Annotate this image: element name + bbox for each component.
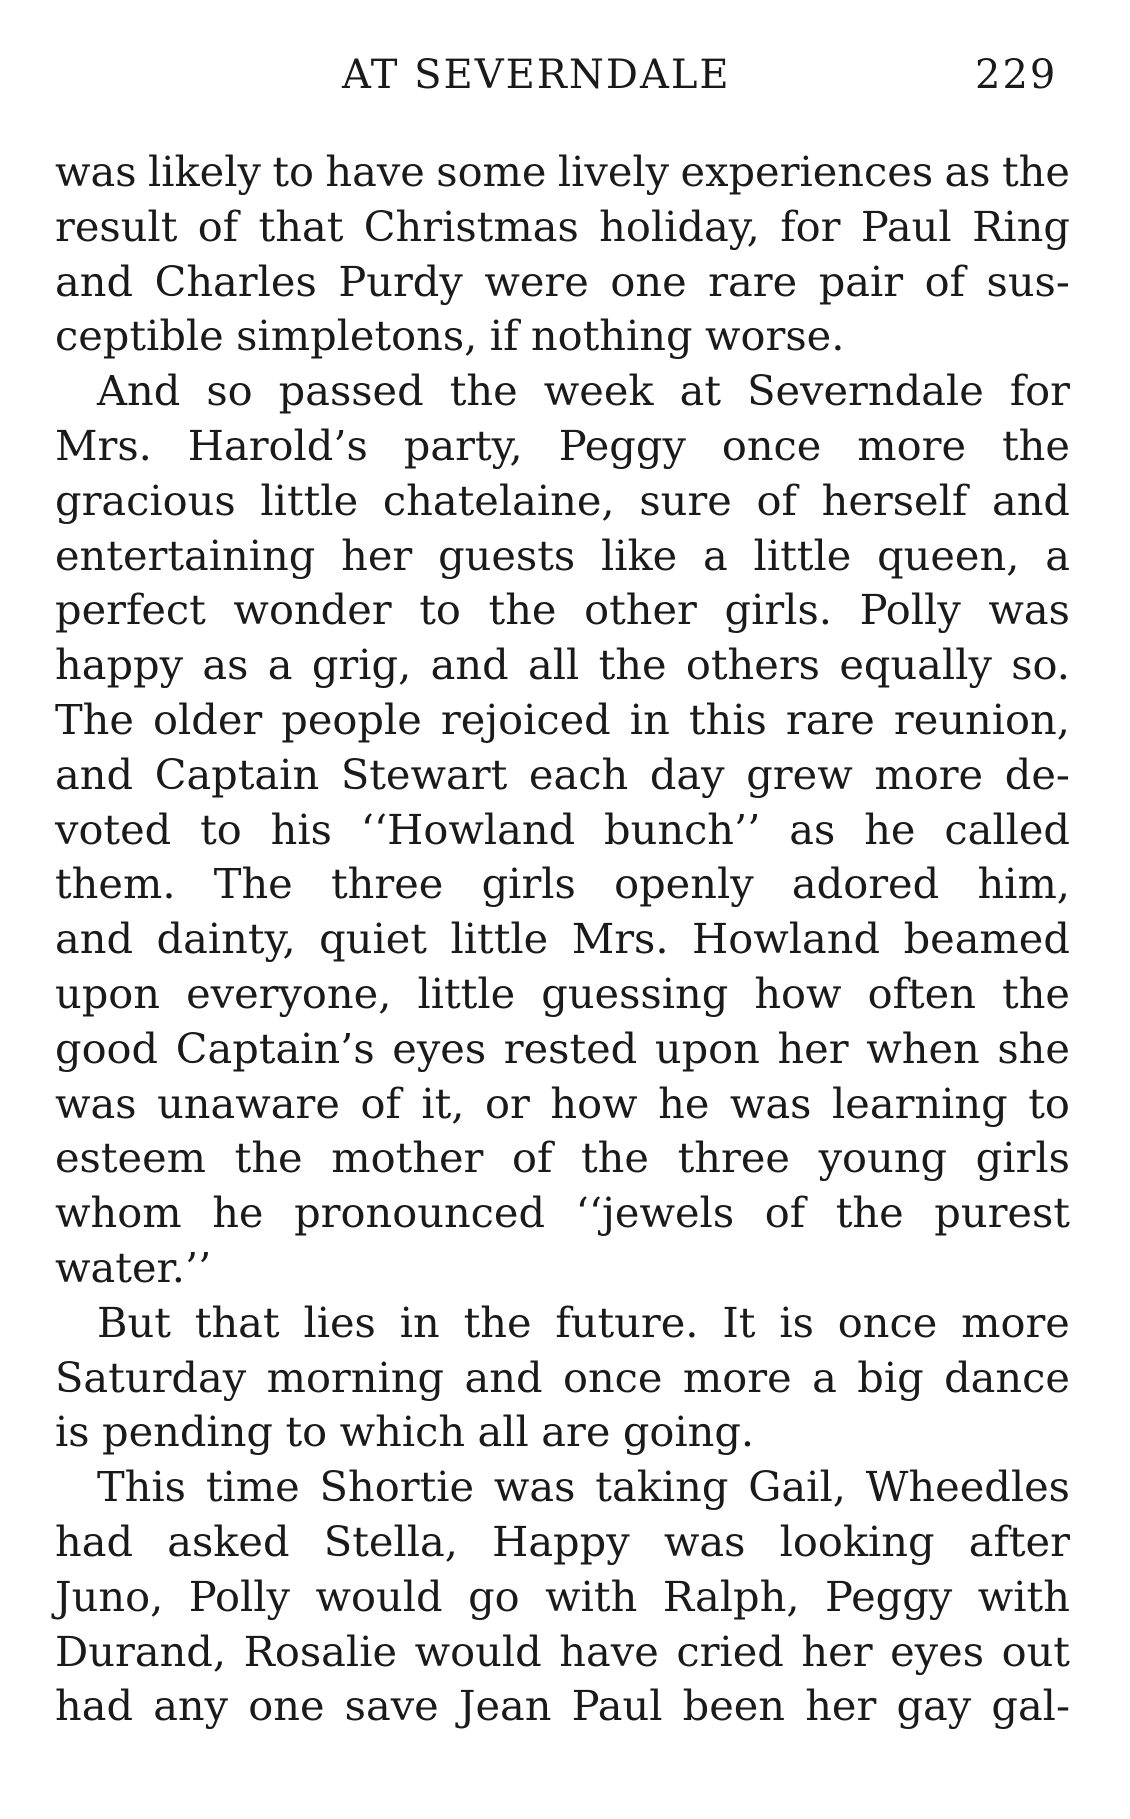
- text-line: esteem the mother of the three young girls: [55, 1133, 1070, 1183]
- running-title: AT SEVERNDALE: [342, 52, 731, 98]
- text-line: But that lies in the future. It is once more: [97, 1297, 1070, 1347]
- text-line: was likely to have some lively experiences as the: [55, 147, 1070, 196]
- text-line: is pending to which all are going.: [55, 1407, 755, 1457]
- text-line: and Captain Stewart each day grew more de-: [55, 749, 1070, 799]
- text-line: result of that Christmas holiday, for Paul Ring: [55, 201, 1070, 251]
- text-line: happy as a grig, and all the others equally so.: [55, 640, 1070, 690]
- text-line: ceptible simpletons, if nothing worse.: [55, 311, 845, 361]
- page-number: 229: [975, 52, 1058, 98]
- text-line: water.’’: [55, 1242, 212, 1292]
- text-line: had asked Stella, Happy was looking after: [55, 1516, 1070, 1566]
- text-line: entertaining her guests like a little queen, a: [55, 530, 1070, 580]
- text-line: perfect wonder to the other girls. Polly was: [55, 585, 1070, 635]
- text-line: The older people rejoiced in this rare reunion,: [55, 694, 1070, 744]
- text-line: gracious little chatelaine, sure of herself and: [55, 475, 1070, 525]
- text-line: them. The three girls openly adored him,: [55, 859, 1070, 909]
- text-line: And so passed the week at Severndale for: [97, 366, 1070, 416]
- text-line: This time Shortie was taking Gail, Wheedles: [97, 1462, 1070, 1512]
- text-line: was unaware of it, or how he was learning to: [55, 1078, 1070, 1128]
- text-line: Durand, Rosalie would have cried her eyes out: [55, 1626, 1070, 1676]
- running-head: [0, 52, 1130, 102]
- text-line: whom he pronounced ‘‘jewels of the purest: [55, 1188, 1070, 1238]
- text-line: had any one save Jean Paul been her gay gal-: [55, 1681, 1070, 1731]
- text-line: Mrs. Harold’s party, Peggy once more the: [55, 420, 1070, 470]
- text-line: Saturday morning and once more a big dance: [55, 1352, 1070, 1402]
- text-line: upon everyone, little guessing how often the: [55, 968, 1070, 1018]
- text-line: voted to his ‘‘Howland bunch’’ as he called: [55, 804, 1070, 854]
- text-line: good Captain’s eyes rested upon her when she: [55, 1023, 1070, 1073]
- body-text: [55, 145, 1070, 1734]
- text-line: and Charles Purdy were one rare pair of sus-: [55, 256, 1070, 306]
- text-line: and dainty, quiet little Mrs. Howland beamed: [55, 914, 1070, 964]
- text-line: Juno, Polly would go with Ralph, Peggy with: [55, 1571, 1070, 1621]
